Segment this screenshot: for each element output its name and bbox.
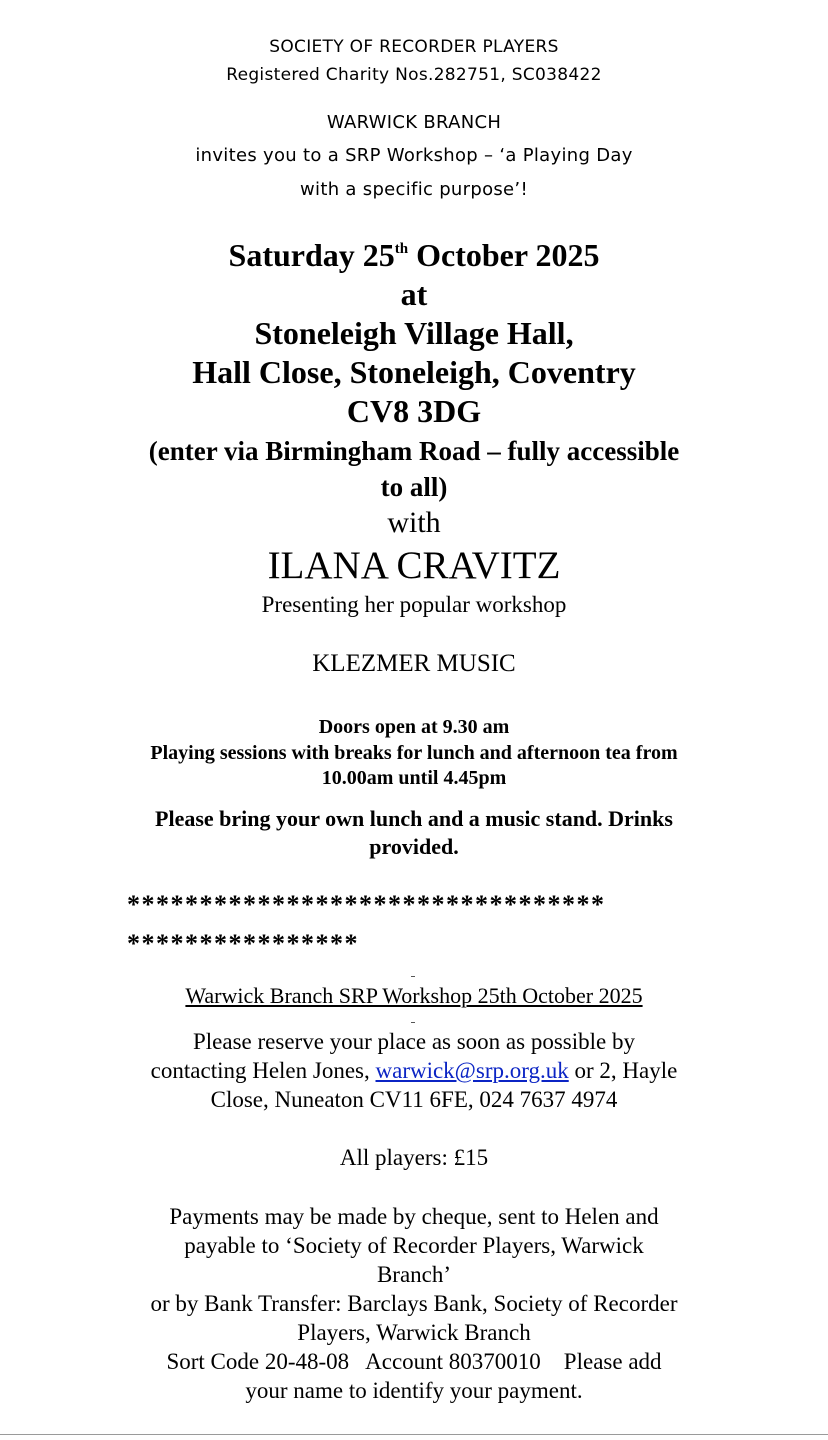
booking-heading: Warwick Branch SRP Workshop 25th October 2025 [185, 983, 643, 1008]
charity-numbers: Registered Charity Nos.282751, SC038422 [226, 65, 602, 85]
presenting-line: Presenting her popular workshop [261, 592, 567, 617]
dash-mark [411, 976, 415, 977]
society-name: SOCIETY OF RECORDER PLAYERS [269, 37, 559, 57]
star-divider-line-1: ********************************* [127, 890, 606, 919]
doors-open: Doors open at 9.30 am [318, 716, 510, 738]
payment-line-7: your name to identify your payment. [245, 1378, 583, 1403]
payment-line-1: Payments may be made by cheque, sent to Helen and [169, 1204, 659, 1229]
event-at: at [400, 276, 428, 312]
sessions-line-1: Playing sessions with breaks for lunch and afternoon tea from [150, 742, 678, 764]
payment-line-4: or by Bank Transfer: Barclays Bank, Society of Recorder [150, 1291, 678, 1316]
star-divider-line-2: **************** [127, 929, 359, 958]
invite-line-1: invites you to a SRP Workshop – ‘a Playing Day [195, 145, 633, 166]
date-superscript: th [394, 241, 409, 257]
email-link[interactable]: warwick@srp.org.uk [375, 1058, 569, 1083]
sessions-line-2: 10.00am until 4.45pm [321, 767, 507, 789]
reserve-line-3: Close, Nuneaton CV11 6FE, 024 7637 4974 [210, 1087, 618, 1112]
event-postcode: CV8 3DG [346, 393, 482, 429]
bring-line-1: Please bring your own lunch and a music stand. Drinks [155, 806, 673, 831]
bring-line-2: provided. [369, 834, 459, 859]
bottom-divider [0, 1434, 828, 1435]
payment-line-5: Players, Warwick Branch [297, 1320, 531, 1345]
event-address: Hall Close, Stoneleigh, Coventry [192, 354, 636, 390]
reserve-line-2: contacting Helen Jones, warwick@srp.org.uk or 2, Hayle [150, 1058, 678, 1083]
with-label: with [387, 506, 441, 539]
access-note-line-1: (enter via Birmingham Road – fully accessible [148, 436, 680, 466]
invite-line-2: with a specific purpose’! [300, 179, 528, 200]
event-venue: Stoneleigh Village Hall, [254, 315, 574, 351]
payment-line-6: Sort Code 20-48-08 Account 80370010 Please add [166, 1349, 662, 1374]
reserve-line-1: Please reserve your place as soon as possible by [193, 1029, 635, 1054]
payment-line-2: payable to ‘Society of Recorder Players, Warwick [184, 1233, 644, 1258]
branch-name: WARWICK BRANCH [326, 112, 502, 133]
price: All players: £15 [339, 1145, 489, 1170]
access-note-line-2: to all) [380, 472, 448, 502]
tutor-name: ILANA CRAVITZ [267, 544, 561, 587]
workshop-topic: KLEZMER MUSIC [312, 650, 516, 677]
event-date: Saturday 25th October 2025 [228, 237, 600, 273]
payment-line-3: Branch’ [376, 1262, 452, 1287]
dash-mark [411, 1022, 415, 1023]
